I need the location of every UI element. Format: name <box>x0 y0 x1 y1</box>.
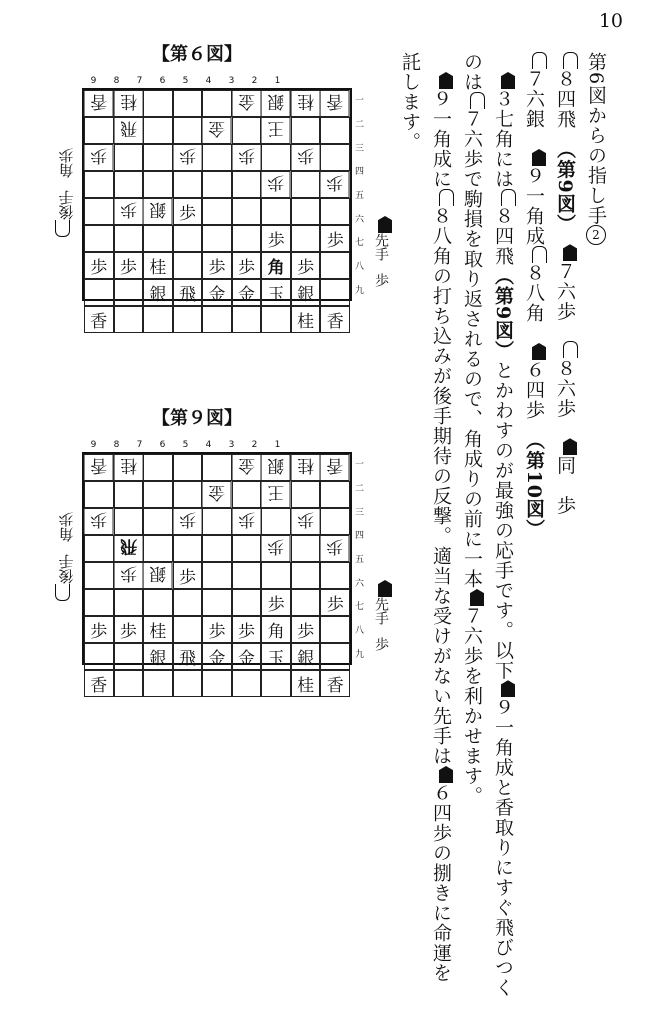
file-label: 7 <box>136 440 143 450</box>
text-run: 同 歩 <box>554 455 576 516</box>
text-run: ３七角には <box>492 89 514 189</box>
board-square <box>202 454 232 481</box>
board-square <box>202 670 232 697</box>
gote-piece: 歩 <box>261 171 291 198</box>
text-run: ７六歩を利かせます。 <box>461 606 483 806</box>
board-square <box>173 252 203 279</box>
board-square <box>114 481 144 508</box>
board-square <box>84 171 114 198</box>
gote-piece: 銀 <box>261 90 291 117</box>
board-square <box>320 481 350 508</box>
text-run: ８四飛 <box>554 69 576 149</box>
file-label: 8 <box>113 76 120 86</box>
gote-piece: 銀 <box>143 198 173 225</box>
board-square <box>114 589 144 616</box>
text-run <box>430 52 452 72</box>
rank-label: 三 <box>355 507 365 518</box>
sente-icon <box>501 680 515 697</box>
board-square <box>202 562 232 589</box>
board-square <box>320 643 350 670</box>
board-square <box>173 117 203 144</box>
file-label: 9 <box>90 76 97 86</box>
sente-icon <box>378 580 392 597</box>
sente-piece: 桂 <box>291 306 321 333</box>
board-square <box>173 481 203 508</box>
gote-icon <box>532 246 547 263</box>
gote-piece: 桂 <box>114 454 144 481</box>
rank-label: 六 <box>355 578 365 589</box>
text-run: ７六銀 <box>523 69 545 149</box>
sente-piece: 香 <box>84 306 114 333</box>
board-square <box>261 144 291 171</box>
sente-piece: 歩 <box>84 252 114 279</box>
board-square <box>143 481 173 508</box>
diagram-reference: （第9図） <box>554 149 576 225</box>
rank-label: 七 <box>355 238 365 249</box>
board-square <box>291 562 321 589</box>
board-square <box>202 589 232 616</box>
paragraph <box>394 52 456 1002</box>
board-square <box>232 481 262 508</box>
sente-icon <box>378 216 392 233</box>
board-square <box>320 279 350 306</box>
sente-piece: 銀 <box>143 643 173 670</box>
board-square <box>114 279 144 306</box>
board-square <box>114 171 144 198</box>
commentary-text <box>394 52 611 1002</box>
gote-piece: 金 <box>232 90 262 117</box>
board-square <box>143 144 173 171</box>
sente-piece: 歩 <box>173 562 203 589</box>
diagram-9 <box>55 404 389 696</box>
board-square <box>84 535 114 562</box>
gote-piece: 歩 <box>84 508 114 535</box>
board-square <box>84 643 114 670</box>
shogi-board <box>82 452 352 696</box>
file-labels <box>82 440 352 450</box>
board-square <box>202 225 232 252</box>
gote-icon <box>55 584 70 601</box>
sente-piece: 玉 <box>261 279 291 306</box>
sente-icon <box>501 72 515 89</box>
gote-piece: 歩 <box>232 508 262 535</box>
diagram-6 <box>55 40 389 332</box>
board-square <box>114 225 144 252</box>
sente-piece: 歩 <box>291 252 321 279</box>
board-square <box>232 589 262 616</box>
text-run <box>554 224 576 244</box>
board-square <box>232 171 262 198</box>
board-square <box>202 508 232 535</box>
file-labels <box>82 76 352 86</box>
rank-label: 三 <box>355 143 365 154</box>
gote-piece: 王 <box>261 481 291 508</box>
sente-piece: 金 <box>202 643 232 670</box>
sente-piece: 歩 <box>202 252 232 279</box>
rank-label: 九 <box>355 649 365 660</box>
board-square <box>173 171 203 198</box>
file-label: 2 <box>251 440 258 450</box>
sente-piece: 桂 <box>291 670 321 697</box>
sente-piece: 銀 <box>291 279 321 306</box>
board-square <box>84 117 114 144</box>
board-square <box>143 306 173 333</box>
sente-piece: 飛 <box>173 279 203 306</box>
sente-piece: 香 <box>320 306 350 333</box>
board-square <box>291 589 321 616</box>
gote-piece: 歩 <box>232 144 262 171</box>
gote-piece: 桂 <box>291 454 321 481</box>
sente-icon <box>439 72 453 89</box>
sente-piece: 歩 <box>114 616 144 643</box>
board-square <box>291 535 321 562</box>
diagram-title: 【第６図】 <box>152 44 242 65</box>
sente-piece: 香 <box>84 670 114 697</box>
diagram-title: 【第９図】 <box>152 408 242 429</box>
rank-labels <box>355 452 364 665</box>
sente-piece: 香 <box>320 670 350 697</box>
board-square <box>84 225 114 252</box>
sente-icon <box>563 244 577 261</box>
board-square <box>173 454 203 481</box>
board-square <box>232 306 262 333</box>
board-square <box>84 198 114 225</box>
paragraph <box>518 52 611 1002</box>
gote-icon <box>470 92 485 109</box>
board-square <box>320 562 350 589</box>
board-square <box>261 198 291 225</box>
gote-icon <box>439 189 454 206</box>
shogi-board <box>82 88 352 332</box>
board-square <box>173 90 203 117</box>
gote-piece: 歩 <box>114 198 144 225</box>
gote-piece: 金 <box>232 454 262 481</box>
text-run: ７六歩で駒損を取り返されるので、角成りの前に一本 <box>461 109 483 589</box>
board-square <box>143 454 173 481</box>
board-square <box>320 252 350 279</box>
board-square <box>261 306 291 333</box>
gote-piece: 歩 <box>84 144 114 171</box>
sente-hand-label: 先手 <box>373 233 389 261</box>
sente-icon <box>563 438 577 455</box>
text-run: ９一角成に <box>430 89 452 189</box>
sente-piece: 角 <box>261 616 291 643</box>
board-square <box>320 117 350 144</box>
sente-piece: 桂 <box>143 616 173 643</box>
rank-label: 八 <box>355 262 365 273</box>
gote-icon <box>563 341 578 358</box>
gote-piece: 歩 <box>291 508 321 535</box>
text-run: ８八角 <box>523 263 545 343</box>
board-square <box>232 535 262 562</box>
gote-icon <box>563 52 578 69</box>
gote-piece: 桂 <box>291 90 321 117</box>
board-square <box>114 306 144 333</box>
sente-piece: 歩 <box>261 589 291 616</box>
file-label: 1 <box>274 440 281 450</box>
gote-icon <box>532 52 547 69</box>
gote-piece: 歩 <box>261 535 291 562</box>
file-label: 2 <box>251 76 258 86</box>
board-square <box>202 535 232 562</box>
gote-piece: 香 <box>84 454 114 481</box>
paragraph <box>456 52 518 1002</box>
board-square <box>84 589 114 616</box>
sente-piece: 金 <box>232 279 262 306</box>
sente-piece: 銀 <box>291 643 321 670</box>
gote-icon <box>501 189 516 206</box>
sente-hand <box>368 216 392 306</box>
gote-piece: 香 <box>320 90 350 117</box>
text-run: ６四歩の捌きに命運を託します。 <box>399 52 452 983</box>
file-label: 6 <box>159 440 166 450</box>
gote-piece: 桂 <box>114 90 144 117</box>
rank-label: 九 <box>355 285 365 296</box>
file-label: 6 <box>159 76 166 86</box>
file-label: 3 <box>228 76 235 86</box>
sente-piece: 歩 <box>173 198 203 225</box>
board-square <box>114 144 144 171</box>
sente-piece: 歩 <box>261 225 291 252</box>
sente-piece: 金 <box>232 643 262 670</box>
sente-hand-pieces: 歩 <box>373 273 389 287</box>
rank-label: 二 <box>355 484 365 494</box>
board-square <box>202 171 232 198</box>
rank-label: 五 <box>355 555 365 566</box>
file-label: 5 <box>182 440 189 450</box>
board-square <box>84 562 114 589</box>
board-square <box>320 144 350 171</box>
board-square <box>291 225 321 252</box>
text-run: ６四歩 <box>523 360 545 440</box>
board-square <box>261 508 291 535</box>
sente-piece: 玉 <box>261 643 291 670</box>
rank-label: 四 <box>355 167 365 178</box>
board-square <box>173 589 203 616</box>
sente-icon <box>470 589 484 606</box>
board-square <box>84 481 114 508</box>
sente-hand <box>368 580 392 670</box>
sente-piece: 歩 <box>320 225 350 252</box>
gote-hand-label: 後手 <box>57 554 76 584</box>
sente-piece: 歩 <box>202 616 232 643</box>
gote-piece: 金 <box>202 481 232 508</box>
gote-piece: 飛 <box>114 117 144 144</box>
sente-piece: 銀 <box>143 279 173 306</box>
board-square <box>143 535 173 562</box>
board-square <box>173 616 203 643</box>
board-square <box>261 670 291 697</box>
sente-icon <box>439 766 453 783</box>
board-square <box>291 198 321 225</box>
sente-icon <box>532 149 546 166</box>
diagram-reference: （第9図） <box>492 266 514 361</box>
file-label: 8 <box>113 440 120 450</box>
board-square <box>84 279 114 306</box>
text-run: ８八角の打ち込みが後手期待の反撃。適当な受けがない先手は <box>430 206 452 766</box>
board-square <box>232 198 262 225</box>
sente-piece: 飛 <box>173 643 203 670</box>
page-number: 10 <box>598 10 623 32</box>
sente-piece: 歩 <box>291 616 321 643</box>
gote-piece: 歩 <box>291 144 321 171</box>
file-label: 9 <box>90 440 97 450</box>
gote-piece: 銀 <box>143 562 173 589</box>
board-square <box>202 306 232 333</box>
gote-piece: 金 <box>202 117 232 144</box>
board-square <box>143 589 173 616</box>
gote-hand <box>55 87 79 237</box>
text-run: とかわすのが最強の応手です。以下 <box>492 360 514 681</box>
gote-piece: 歩 <box>173 144 203 171</box>
file-label: 5 <box>182 76 189 86</box>
sente-piece: 歩 <box>232 616 262 643</box>
sente-icon <box>532 343 546 360</box>
rank-label: 一 <box>355 460 365 471</box>
board-square <box>232 225 262 252</box>
sente-hand-pieces: 歩 <box>373 637 389 651</box>
rank-label: 六 <box>355 214 365 225</box>
board-square <box>143 117 173 144</box>
gote-piece: 歩 <box>114 562 144 589</box>
sente-piece: 歩 <box>84 616 114 643</box>
text-run <box>492 52 514 72</box>
text-run: 第6図からの指し手 <box>585 52 607 226</box>
file-label: 4 <box>205 76 212 86</box>
rank-label: 二 <box>355 120 365 130</box>
board-square <box>232 117 262 144</box>
board-square <box>202 198 232 225</box>
file-label: 7 <box>136 76 143 86</box>
board-square <box>291 481 321 508</box>
sente-piece: 歩 <box>232 252 262 279</box>
diagram-reference: （第10図） <box>523 440 545 539</box>
board-square <box>143 171 173 198</box>
gote-piece: 歩 <box>320 535 350 562</box>
gote-hand-label: 後手 <box>57 190 76 220</box>
board-square <box>173 225 203 252</box>
gote-hand-pieces: 角歩 <box>57 512 76 542</box>
board-square <box>143 508 173 535</box>
gote-piece: 香 <box>320 454 350 481</box>
gote-hand <box>55 451 79 601</box>
board-square <box>143 225 173 252</box>
text-run: ７六歩 <box>554 261 576 342</box>
gote-piece: 飛 <box>114 535 144 562</box>
sente-hand-label: 先手 <box>373 597 389 625</box>
board-square <box>202 90 232 117</box>
sente-piece: 角 <box>261 252 291 279</box>
gote-piece: 王 <box>261 117 291 144</box>
text-run: ８六歩 <box>554 358 576 439</box>
text-run: ９一角成と香取りにすぐ飛びつくのは <box>461 52 514 998</box>
board-square <box>232 670 262 697</box>
board-square <box>320 198 350 225</box>
board-square <box>114 670 144 697</box>
board-square <box>114 508 144 535</box>
sente-piece: 歩 <box>114 252 144 279</box>
gote-piece: 歩 <box>320 171 350 198</box>
move-sequence-number: 2 <box>586 225 606 245</box>
rank-label: 四 <box>355 531 365 542</box>
board-square <box>114 643 144 670</box>
board-square <box>291 117 321 144</box>
rank-label: 五 <box>355 191 365 202</box>
file-label: 1 <box>274 76 281 86</box>
gote-piece: 歩 <box>173 508 203 535</box>
board-square <box>202 144 232 171</box>
text-run: ９一角成 <box>523 166 545 246</box>
board-square <box>143 670 173 697</box>
sente-piece: 歩 <box>320 589 350 616</box>
gote-piece: 香 <box>84 90 114 117</box>
file-label: 4 <box>205 440 212 450</box>
rank-label: 七 <box>355 602 365 613</box>
gote-hand-pieces: 角歩 <box>57 148 76 178</box>
file-label: 3 <box>228 440 235 450</box>
board-square <box>173 670 203 697</box>
rank-labels <box>355 88 364 301</box>
board-square <box>320 508 350 535</box>
rank-label: 一 <box>355 96 365 107</box>
board-square <box>261 562 291 589</box>
board-square <box>143 90 173 117</box>
text-run: ８四飛 <box>492 206 514 266</box>
board-square <box>232 562 262 589</box>
board-square <box>173 535 203 562</box>
gote-piece: 銀 <box>261 454 291 481</box>
sente-piece: 桂 <box>143 252 173 279</box>
sente-piece: 金 <box>202 279 232 306</box>
board-square <box>291 171 321 198</box>
board-square <box>173 306 203 333</box>
rank-label: 八 <box>355 626 365 637</box>
board-square <box>320 616 350 643</box>
gote-icon <box>55 220 70 237</box>
